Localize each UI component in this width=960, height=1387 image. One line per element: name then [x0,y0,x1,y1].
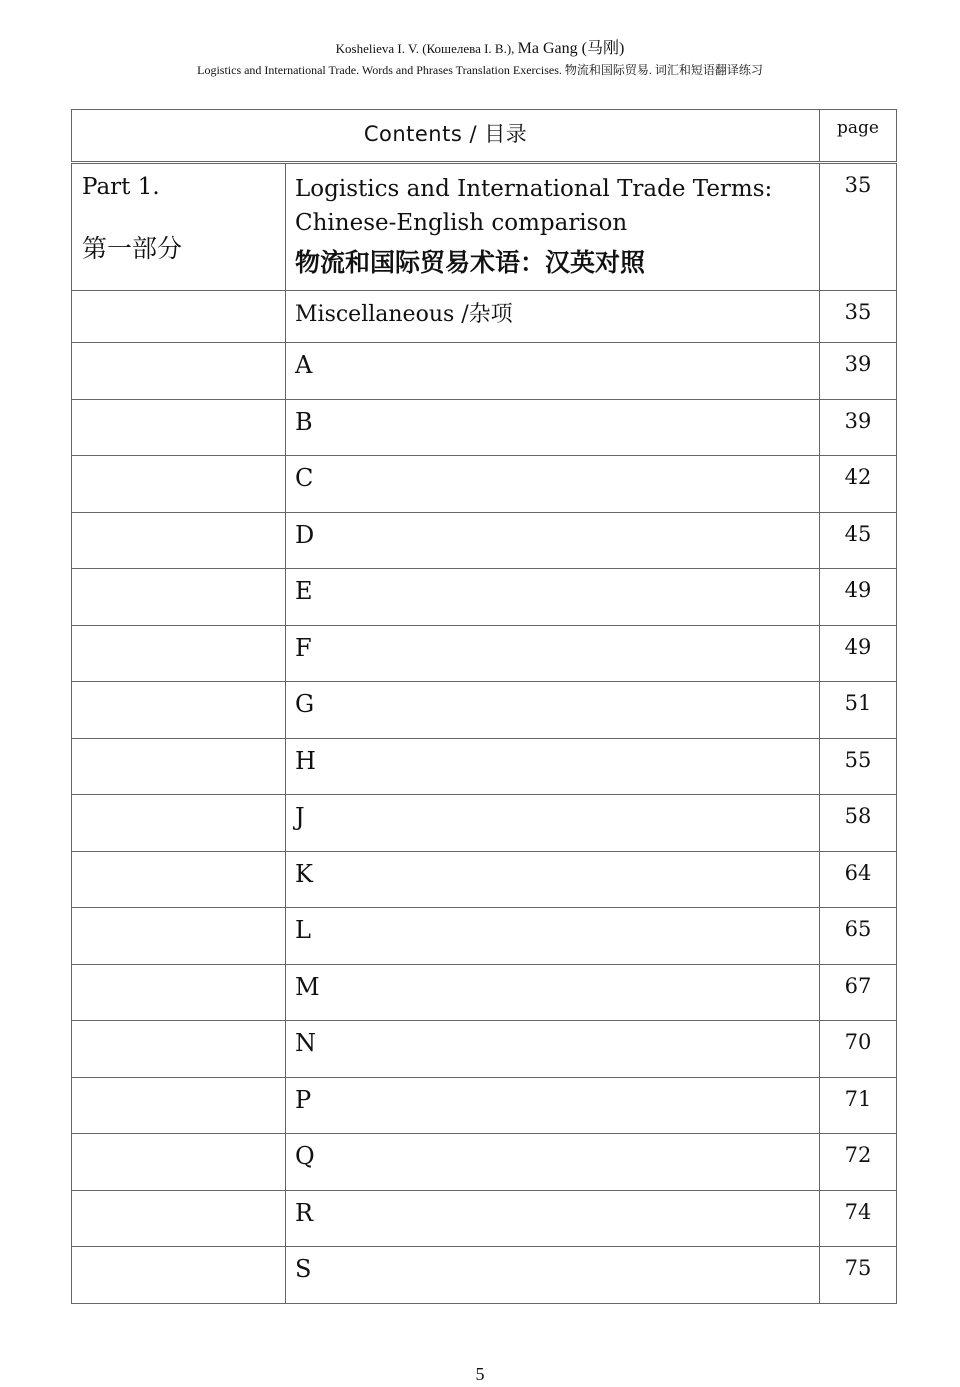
toc-row [72,1247,897,1304]
toc-page-number: 71 [844,1086,872,1111]
misc-empty-cell [72,291,286,343]
toc-row-page-cell [820,569,897,626]
toc-page-number: 49 [844,634,872,659]
toc-page-number: 39 [844,352,872,376]
toc-page-number: 72 [844,1143,872,1167]
toc-row-page-cell [820,851,897,908]
part-title-chinese[interactable]: 物流和国际贸易术语：汉英对照 [295,248,646,277]
toc-row [72,1190,897,1247]
toc-row-empty-cell [72,738,286,795]
header-book-title: Logistics and International Trade. Words and Phrases Translation Exercises. 物流和国际贸易. 词汇和短语翻译练习 [197,63,763,77]
toc-row-empty-cell [72,569,286,626]
toc-row-letter-cell [286,1190,820,1247]
toc-row-letter-cell [286,964,820,1021]
toc-letter[interactable]: Q [295,1142,315,1170]
toc-letter[interactable]: P [295,1085,312,1114]
toc-row-letter-cell [286,851,820,908]
toc-row-page-cell [820,625,897,682]
toc-page-number: 67 [844,973,872,998]
part-title-cell [286,163,820,291]
toc-row-letter-cell [286,682,820,739]
toc-row [72,625,897,682]
contents-title-cell [72,110,820,163]
toc-row-page-cell [820,1247,897,1304]
toc-row-page-cell [820,1190,897,1247]
toc-row-letter-cell [286,1077,820,1134]
toc-row-empty-cell [72,1021,286,1078]
toc-row [72,456,897,513]
toc-row-letter-cell [286,1021,820,1078]
toc-row [72,682,897,739]
toc-row-empty-cell [72,512,286,569]
toc-letter[interactable]: K [295,859,313,888]
toc-row-letter-cell [286,512,820,569]
toc-row-page-cell [820,682,897,739]
toc-letter[interactable]: R [295,1198,314,1227]
toc-row-page-cell [820,456,897,513]
toc-row-letter-cell [286,569,820,626]
toc-row-page-cell [820,1134,897,1191]
toc-row-letter-cell [286,456,820,513]
toc-page-number: 64 [844,860,872,885]
toc-row-page-cell [820,512,897,569]
toc-row-page-cell [820,343,897,400]
toc-row [72,569,897,626]
part-row [72,163,897,291]
toc-letter[interactable]: B [295,407,313,436]
toc-page-number: 45 [844,521,872,546]
toc-letter[interactable]: S [295,1255,312,1283]
toc-row-page-cell [820,908,897,965]
toc-letter[interactable]: F [295,633,312,662]
page-column-header: page [837,118,879,138]
toc-page-number: 55 [844,747,872,772]
toc-row-letter-cell [286,795,820,852]
toc-letter[interactable]: L [295,916,311,944]
toc-row-empty-cell [72,1134,286,1191]
toc-row [72,851,897,908]
contents-table [71,109,897,1304]
toc-page-number: 75 [844,1256,872,1280]
header-authors-first: Koshelieva I. V. (Кошелева I. В.), [335,41,515,56]
toc-row-empty-cell [72,456,286,513]
part-label-cell [72,163,286,291]
toc-letter[interactable]: M [295,972,320,1001]
toc-letter[interactable]: J [295,803,305,831]
toc-row [72,1077,897,1134]
toc-row-empty-cell [72,625,286,682]
toc-row [72,738,897,795]
toc-row-letter-cell [286,399,820,456]
misc-row [72,291,897,343]
part-page-cell [820,163,897,291]
toc-row-empty-cell [72,343,286,400]
toc-letter[interactable]: D [295,520,315,549]
page-number: 5 [475,1364,485,1384]
part-label: Part 1. [82,174,160,200]
toc-letter[interactable]: A [295,351,313,379]
toc-letter[interactable]: E [295,577,313,605]
toc-row [72,908,897,965]
toc-row-empty-cell [72,1077,286,1134]
toc-row [72,343,897,400]
toc-letter[interactable]: N [295,1029,316,1057]
toc-row-page-cell [820,1021,897,1078]
toc-row-letter-cell [286,1247,820,1304]
contents-header-row [72,110,897,163]
toc-row-letter-cell [286,343,820,400]
toc-page-number: 74 [844,1199,872,1224]
toc-row-empty-cell [72,795,286,852]
toc-letter[interactable]: H [295,746,316,775]
toc-row-page-cell [820,738,897,795]
toc-page-number: 49 [844,578,872,602]
toc-row [72,1134,897,1191]
toc-row [72,399,897,456]
toc-row-letter-cell [286,908,820,965]
toc-row [72,512,897,569]
toc-row-empty-cell [72,399,286,456]
toc-row-page-cell [820,795,897,852]
toc-row-empty-cell [72,1247,286,1304]
toc-row [72,964,897,1021]
contents-title: Contents / 目录 [363,122,528,146]
toc-row-page-cell [820,399,897,456]
toc-row-empty-cell [72,851,286,908]
misc-page-number: 35 [844,300,872,324]
toc-row-empty-cell [72,964,286,1021]
toc-row-letter-cell [286,625,820,682]
running-header [0,40,960,78]
toc-page-number: 51 [844,691,872,715]
misc-page-cell [820,291,897,343]
toc-page-number: 70 [844,1030,872,1054]
part-title[interactable]: Logistics and International Trade Terms: Chinese-English comparison [295,176,773,236]
toc-letter[interactable]: C [295,464,314,492]
misc-title-cell [286,291,820,343]
toc-page-number: 39 [844,408,872,433]
misc-title[interactable]: Miscellaneous /杂项 [295,302,513,327]
toc-row [72,1021,897,1078]
toc-row-page-cell [820,1077,897,1134]
toc-row-page-cell [820,964,897,1021]
toc-row-letter-cell [286,1134,820,1191]
toc-page-number: 42 [844,465,872,489]
toc-page-number: 58 [844,804,872,828]
toc-row-letter-cell [286,738,820,795]
toc-row [72,795,897,852]
part-label-chinese: 第一部分 [82,234,183,263]
header-authors [0,40,960,58]
page-column-header-cell [820,110,897,163]
toc-row-empty-cell [72,1190,286,1247]
part-page-number: 35 [844,173,872,197]
header-authors-second: Ma Gang (马刚) [517,40,625,57]
toc-row-empty-cell [72,908,286,965]
toc-row-empty-cell [72,682,286,739]
toc-page-number: 65 [844,917,872,941]
toc-letter[interactable]: G [295,690,315,718]
